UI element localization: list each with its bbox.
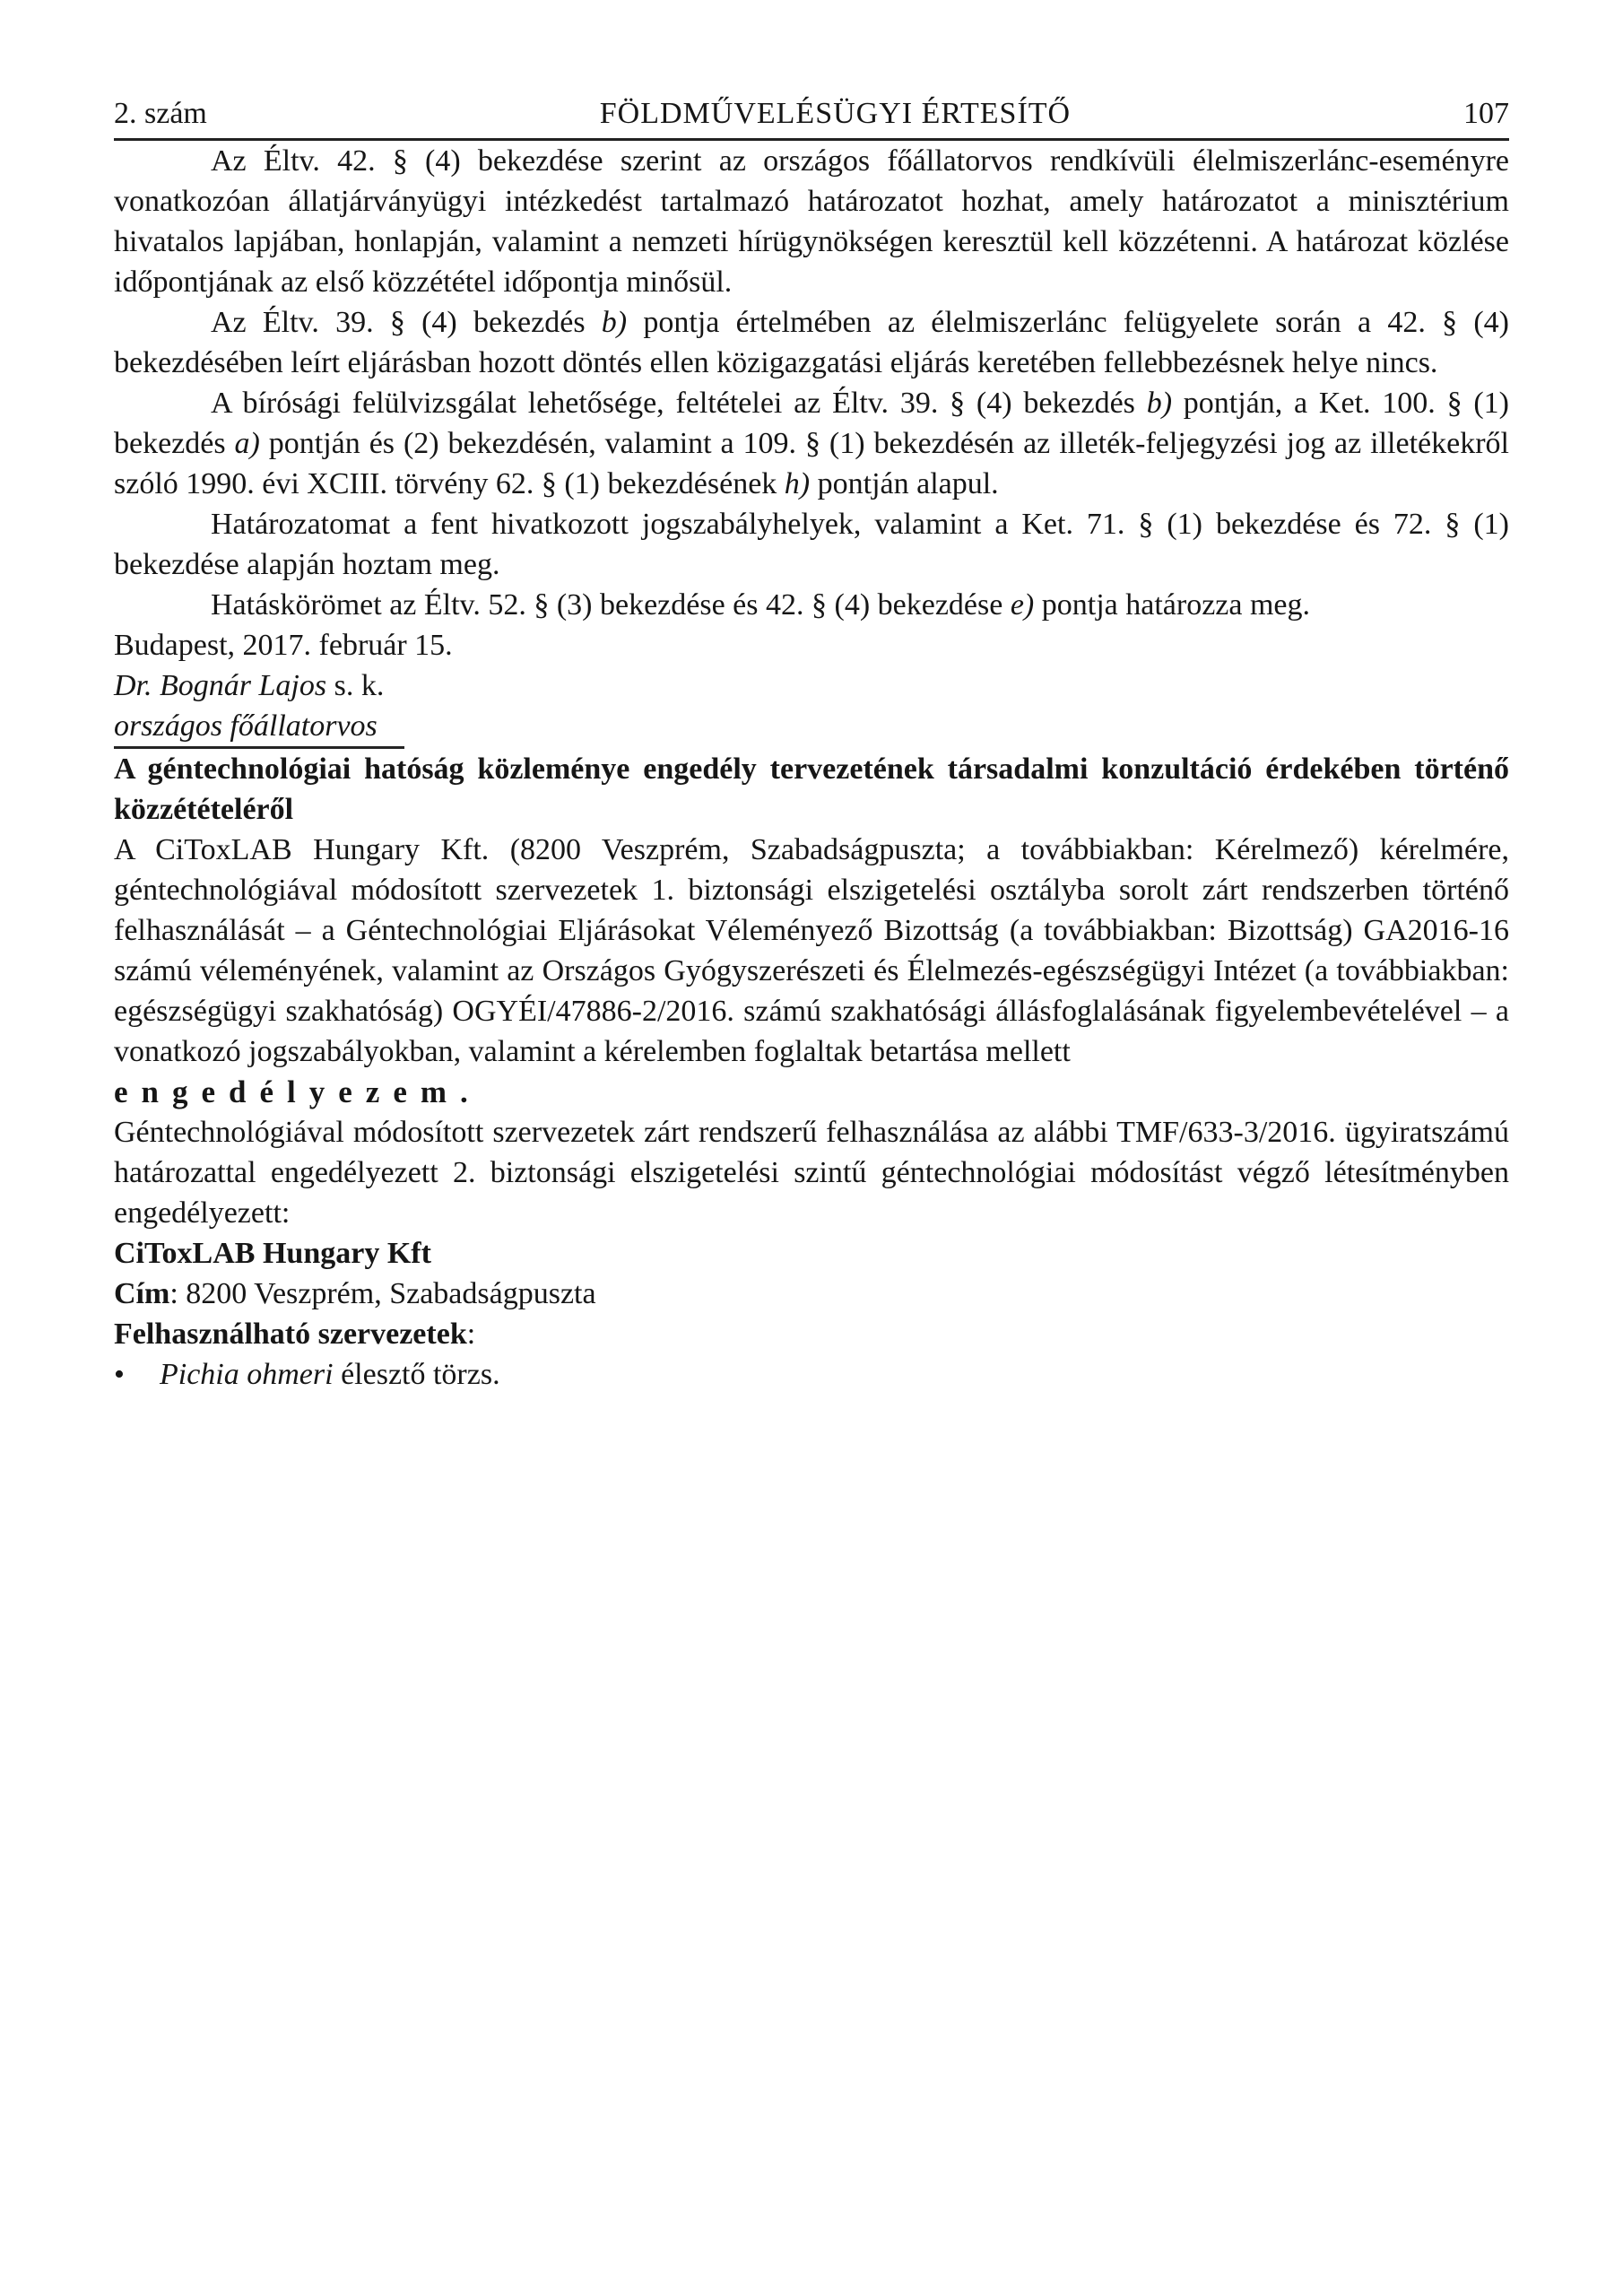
signature-name <box>114 665 1509 706</box>
para-application <box>114 830 1517 1072</box>
line-date-place <box>114 625 1509 665</box>
emphasis-authorize <box>114 1072 1509 1112</box>
section-heading <box>114 749 1517 830</box>
text-run: Hatáskörömet az Éltv. 52. § (3) bekezdése és 42. § (4) bekezdése <box>211 588 1011 622</box>
text-run: Géntechnológiával módosított szervezetek zárt rendszerű felhasználása az alábbi TMF/633-3/2016. ügyiratszámú határozattal engedélyezett 2. biztonsági elszigetelési szintű géntechnológiai módosítást végző létesítményben engedélyezett: <box>114 1116 1517 1230</box>
text-run: pontján és (2) bekezdésén, valamint a 109. § (1) bekezdésén az illeték-feljegyzési jog az illetékekről szóló 1990. évi XCIII. törvény 62. § (1) bekezdésének <box>114 427 1517 500</box>
text-run: pontján, a Ket. 100. § (1) bekezdés <box>114 387 1517 460</box>
para-no-appeal <box>114 302 1517 383</box>
text-run: országos főállatorvos <box>114 709 378 743</box>
text-run: pontja értelmében az élelmiszerlánc felügyelete során a 42. § (4) bekezdésében leírt eljárásban hozott döntés ellen közigazgatási eljárás keretében fellebbezésnek helye nincs. <box>114 306 1517 379</box>
text-run: Határozatomat a fent hivatkozott jogszabályhelyek, valamint a Ket. 71. § (1) bekezdése és 72. § (1) bekezdése alapján hoztam meg. <box>114 508 1517 581</box>
text-run: CiToxLAB Hungary Kft <box>114 1237 431 1270</box>
bullet-marker: • <box>114 1358 125 1391</box>
line-organisms-label <box>114 1314 1509 1354</box>
text-run: Az Éltv. 39. § (4) bekezdés <box>211 306 602 339</box>
company-name <box>114 1233 1509 1274</box>
header-issue-number: 2. szám <box>114 97 207 130</box>
text-run: A CiToxLAB Hungary Kft. (8200 Veszprém, Szabadságpuszta; a továbbiakban: Kérelmező) kérelmére, géntechnológiával módosított szervezetek 1. biztonsági elszigetelési osztályba sorolt zárt rendszerben történő felhasználását – a Géntechnológiai Eljárásokat Véleményező Bizottság (a továbbiakban: Bizottság) GA2016-16 számú véleményének, valamint az Országos Gyógyszerészeti és Élelmezés-egészségügyi Intézet (a továbbiakban: egészségügyi szakhatóság) OGYÉI/47886-2/2016. számú szakhatósági állásfoglalásának figyelembevételével – a vonatkozó jogszabályokban, valamint a kérelemben foglaltak betartása mellett <box>114 833 1517 1068</box>
text-run: A géntechnológiai hatóság közleménye engedély tervezetének társadalmi konzultáció érdekében történő közzétételéről <box>114 752 1517 826</box>
text-run: s. k. <box>326 669 385 702</box>
text-run: Budapest, 2017. február 15. <box>114 629 453 662</box>
text-run: Felhasználható szervezetek <box>114 1318 467 1351</box>
bullet-organism <box>114 1354 1509 1395</box>
text-run: pontja határozza meg. <box>1034 588 1311 622</box>
page-header <box>114 0 1509 134</box>
para-judicial-review <box>114 383 1517 504</box>
para-competence <box>114 585 1509 625</box>
text-run: h) <box>784 467 811 500</box>
text-run: Cím <box>114 1277 170 1310</box>
signature-title <box>114 706 1509 746</box>
text-run: Dr. Bognár Lajos <box>114 669 327 702</box>
text-run: : <box>466 1318 476 1351</box>
text-run: engedélyezem. <box>114 1074 482 1109</box>
para-authorization <box>114 1112 1517 1233</box>
text-run: e) <box>1010 588 1035 622</box>
text-run: Az Éltv. 42. § (4) bekezdése szerint az országos főállatorvos rendkívüli élelmiszerlánc-eseményre vonatkozóan állatjárványügyi intézkedést tartalmazó határozatot hozhat, amely határozatot a minisztérium hivatalos lapjában, honlapján, valamint a nemzeti hírügynökségen keresztül kell közzétenni. A határozat közlése időpontjának az első közzététel időpontja minősül. <box>114 144 1517 299</box>
line-address <box>114 1274 1509 1314</box>
header-page-number: 107 <box>1463 97 1509 130</box>
para-legal-basis <box>114 504 1517 585</box>
text-run: a) <box>234 427 260 460</box>
text-run: : 8200 Veszprém, Szabadságpuszta <box>169 1277 596 1310</box>
text-run: pontján alapul. <box>810 467 999 500</box>
para-publication-rule <box>114 141 1517 302</box>
document-body <box>114 141 1517 1395</box>
text-run: Pichia ohmeri <box>160 1358 334 1391</box>
text-run: b) <box>601 306 628 339</box>
header-journal-title: FÖLDMŰVELÉSÜGYI ÉRTESÍTŐ <box>599 97 1072 130</box>
text-run: b) <box>1146 387 1173 420</box>
text-run: A bírósági felülvizsgálat lehetősége, feltételei az Éltv. 39. § (4) bekezdés <box>211 387 1147 420</box>
text-run: élesztő törzs. <box>333 1358 500 1391</box>
